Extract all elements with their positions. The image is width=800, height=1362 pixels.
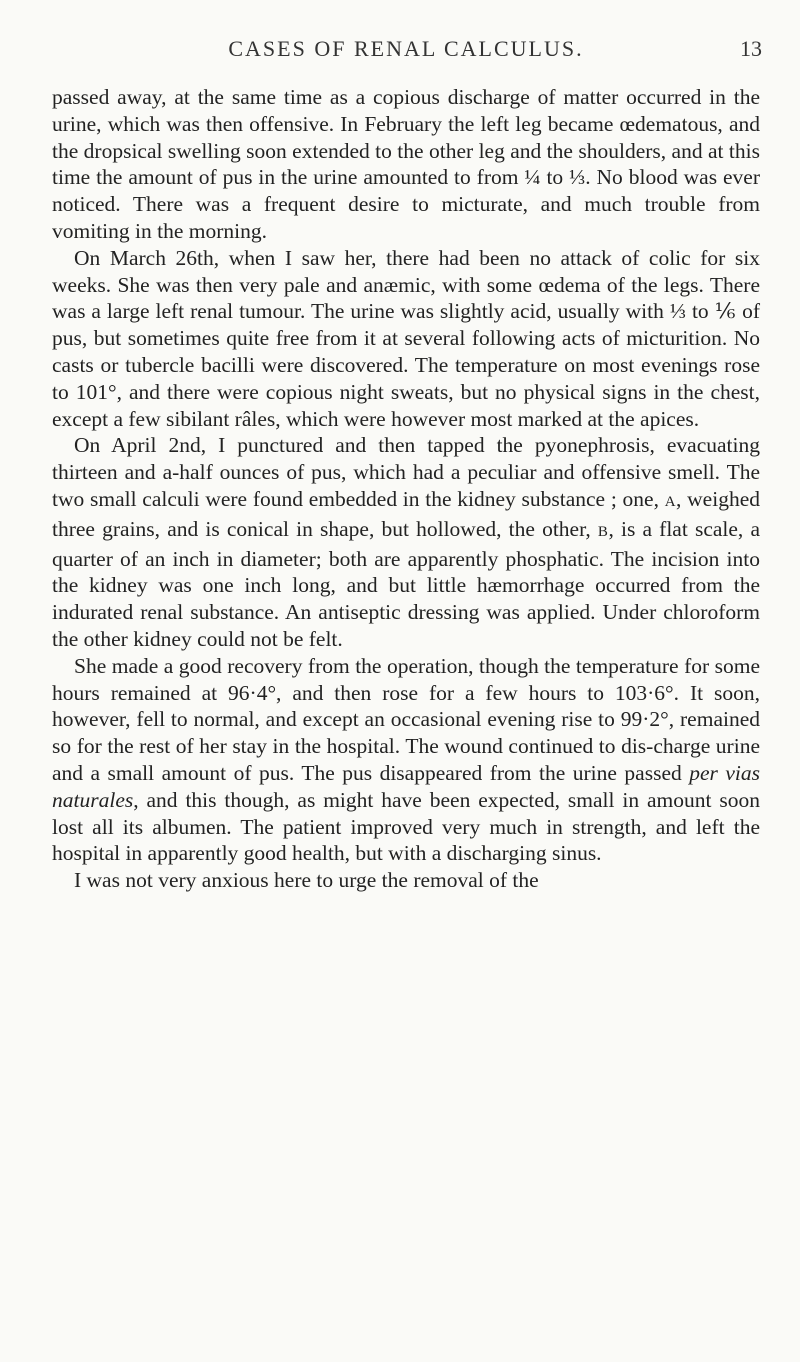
paragraph-text: , weighed three grains, and is conical in shape, but hollowed, the other,: [52, 486, 760, 541]
running-title: CASES OF RENAL CALCULUS.: [228, 36, 584, 61]
paragraph-text: She made a good recovery from the operation, though the temperature for some hours remained at 96·4°, and then rose for a few hours to 103·6°. It soon, however, fell to normal, and except an occasional evening rise to 99·2°, remained so for the rest of her stay in the hospital. The wound continued to dis-charge urine and a small amount of pus. The pus disappeared from the urine passed: [52, 653, 760, 785]
paragraph-text: , and this though, as might have been expected, small in amount soon lost all its albumen. The patient improved very much in strength, and left the hospital in apparently good health, but with a discharging sinus.: [52, 787, 760, 866]
paragraph-recovery: [52, 653, 760, 867]
body-text: [52, 84, 760, 894]
paragraph-continued: passed away, at the same time as a copious discharge of matter occurred in the urine, which was then offensive. In February the left leg became œdematous, and the dropsical swelling soon extended to the other leg and the shoulders, and at this time the amount of pus in the urine amounted to from ¼ to ⅓. No blood was ever noticed. There was a frequent desire to micturate, and much trouble from vomiting in the morning.: [52, 85, 760, 243]
paragraph-text: On April 2nd, I punctured and then tapped the pyonephrosis, evacuating thirteen and a-half ounces of pus, which had a peculiar and offensive smell. The two small calculi were found embedded in the kidney substance ; one,: [52, 433, 760, 511]
paragraph-march-26: On March 26th, when I saw her, there had been no attack of colic for six weeks. She was then very pale and anæmic, with some œdema of the legs. There was a large left renal tumour. The urine was slightly acid, usually with ⅓ to ⅙ of pus, but sometimes quite free from it at several following acts of micturition. No casts or tubercle bacilli were discovered. The temperature on most evenings rose to 101°, and there were copious night sweats, but no physical signs in the chest, except a few sibilant râles, which were however most marked at the apices.: [52, 245, 760, 431]
italic-phrase: per vias naturales: [52, 760, 760, 812]
calculus-mark-a: A: [664, 493, 677, 510]
paragraph-text: , is a flat scale, a quarter of an inch in diameter; both are apparently phosphatic. The incision into the kidney was one inch long, and but little hæmorrhage occurred from the indurated renal substance. An antiseptic dressing was applied. Under chloroform the other kidney could not be felt.: [52, 516, 761, 651]
calculus-mark-b: B: [597, 523, 609, 540]
running-head: [50, 36, 762, 68]
paragraph-removal: I was not very anxious here to urge the removal of the: [74, 868, 539, 893]
paragraph-april-2: [52, 432, 760, 652]
page-number: 13: [740, 36, 762, 61]
